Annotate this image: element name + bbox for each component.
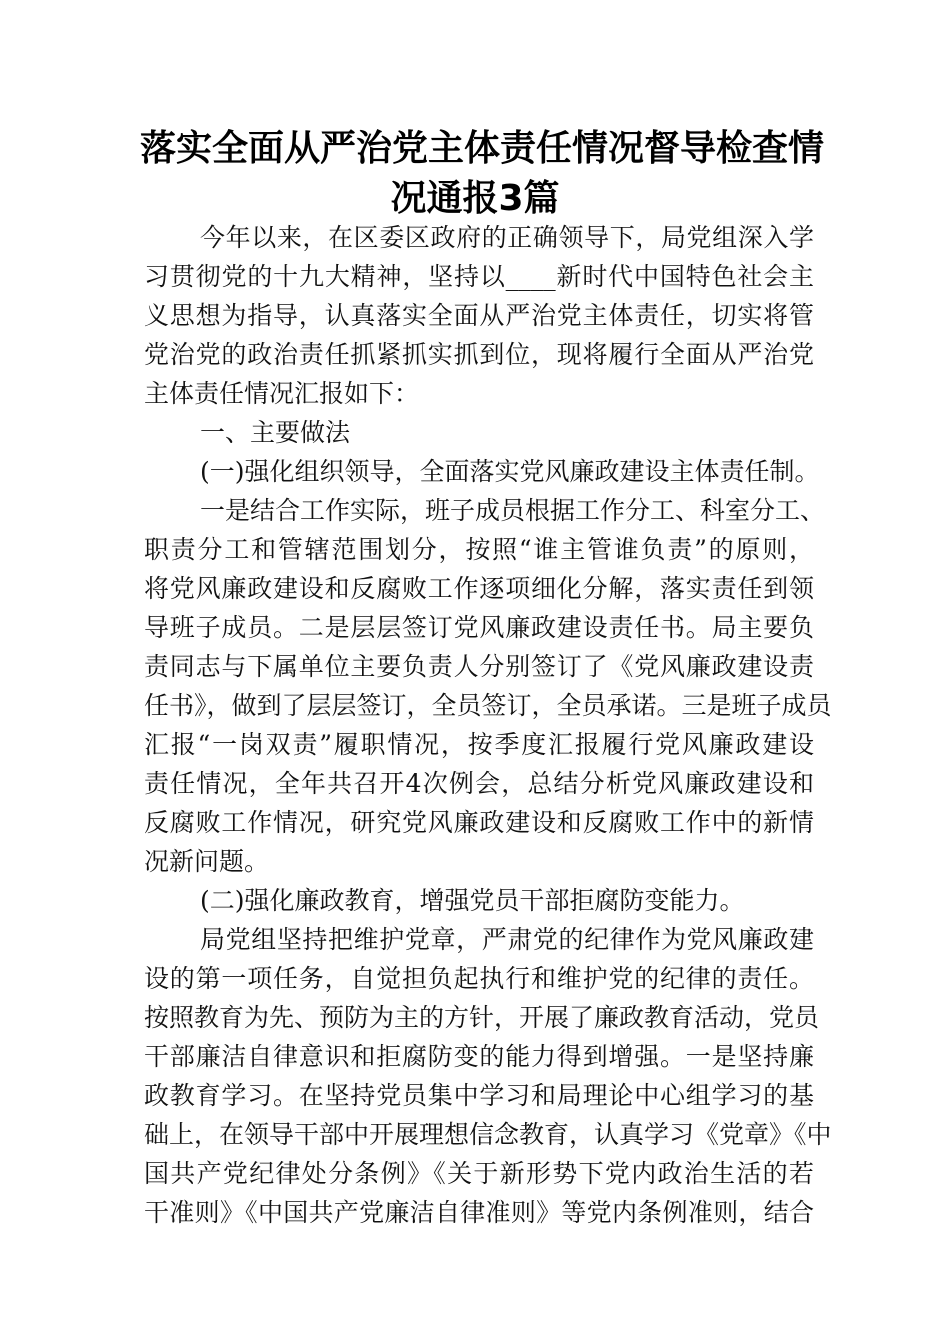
body-line: 今年以来，在区委区政府的正确领导下，局党组深入学 — [200, 223, 814, 252]
body-line: 将党风廉政建设和反腐败工作逐项细化分解，落实责任到领 — [144, 574, 814, 603]
body-line: 局党组坚持把维护党章，严肃党的纪律作为党风廉政建 — [200, 925, 814, 954]
body-line: 义思想为指导，认真落实全面从严治党主体责任，切实将管 — [144, 301, 814, 330]
body-line: 汇报“一岗双责”履职情况，按季度汇报履行党风廉政建设 — [144, 730, 814, 759]
body-line: 政教育学习。在坚持党员集中学习和局理论中心组学习的基 — [144, 1081, 814, 1110]
document-title-line-2: 况通报3篇 — [390, 178, 560, 219]
body-line: 按照教育为先、预防为主的方针，开展了廉政教育活动，党员 — [144, 1003, 820, 1032]
body-line: 干部廉洁自律意识和拒腐防变的能力得到增强。一是坚持廉 — [144, 1042, 814, 1071]
body-line: 一是结合工作实际，班子成员根据工作分工、科室分工、 — [200, 496, 826, 525]
body-line: 础上，在领导干部中开展理想信念教育，认真学习《党章》《中 — [144, 1120, 832, 1149]
document-title-line-1: 落实全面从严治党主体责任情况督导检查情 — [140, 128, 825, 169]
body-line: 任书》，做到了层层签订，全员签订，全员承诺。三是班子成员 — [144, 691, 832, 720]
body-line: 反腐败工作情况，研究党风廉政建设和反腐败工作中的新情 — [144, 808, 814, 837]
body-line: 责同志与下属单位主要负责人分别签订了《党风廉政建设责 — [144, 652, 814, 681]
body-line: 国共产党纪律处分条例》《关于新形势下党内政治生活的若 — [144, 1159, 814, 1188]
body-line: 导班子成员。二是层层签订党风廉政建设责任书。局主要负 — [144, 613, 814, 642]
body-line: 习贯彻党的十九大精神，坚持以____新时代中国特色社会主 — [144, 262, 814, 291]
body-line: 职责分工和管辖范围划分，按照“谁主管谁负责”的原则， — [144, 535, 814, 564]
subsection-heading: (二)强化廉政教育，增强党员干部拒腐防变能力。 — [200, 886, 745, 915]
body-line: 干准则》《中国共产党廉洁自律准则》等党内条例准则，结合 — [144, 1198, 814, 1227]
body-line: 设的第一项任务，自觉担负起执行和维护党的纪律的责任。 — [144, 964, 814, 993]
body-line: 况新问题。 — [144, 847, 270, 876]
body-line: 主体责任情况汇报如下： — [144, 379, 420, 408]
body-line: 党治党的政治责任抓紧抓实抓到位，现将履行全面从严治党 — [144, 340, 814, 369]
subsection-heading: (一)强化组织领导，全面落实党风廉政建设主体责任制。 — [200, 457, 820, 486]
section-heading: 一、主要做法 — [200, 418, 351, 447]
body-line: 责任情况，全年共召开4次例会，总结分析党风廉政建设和 — [144, 769, 814, 798]
